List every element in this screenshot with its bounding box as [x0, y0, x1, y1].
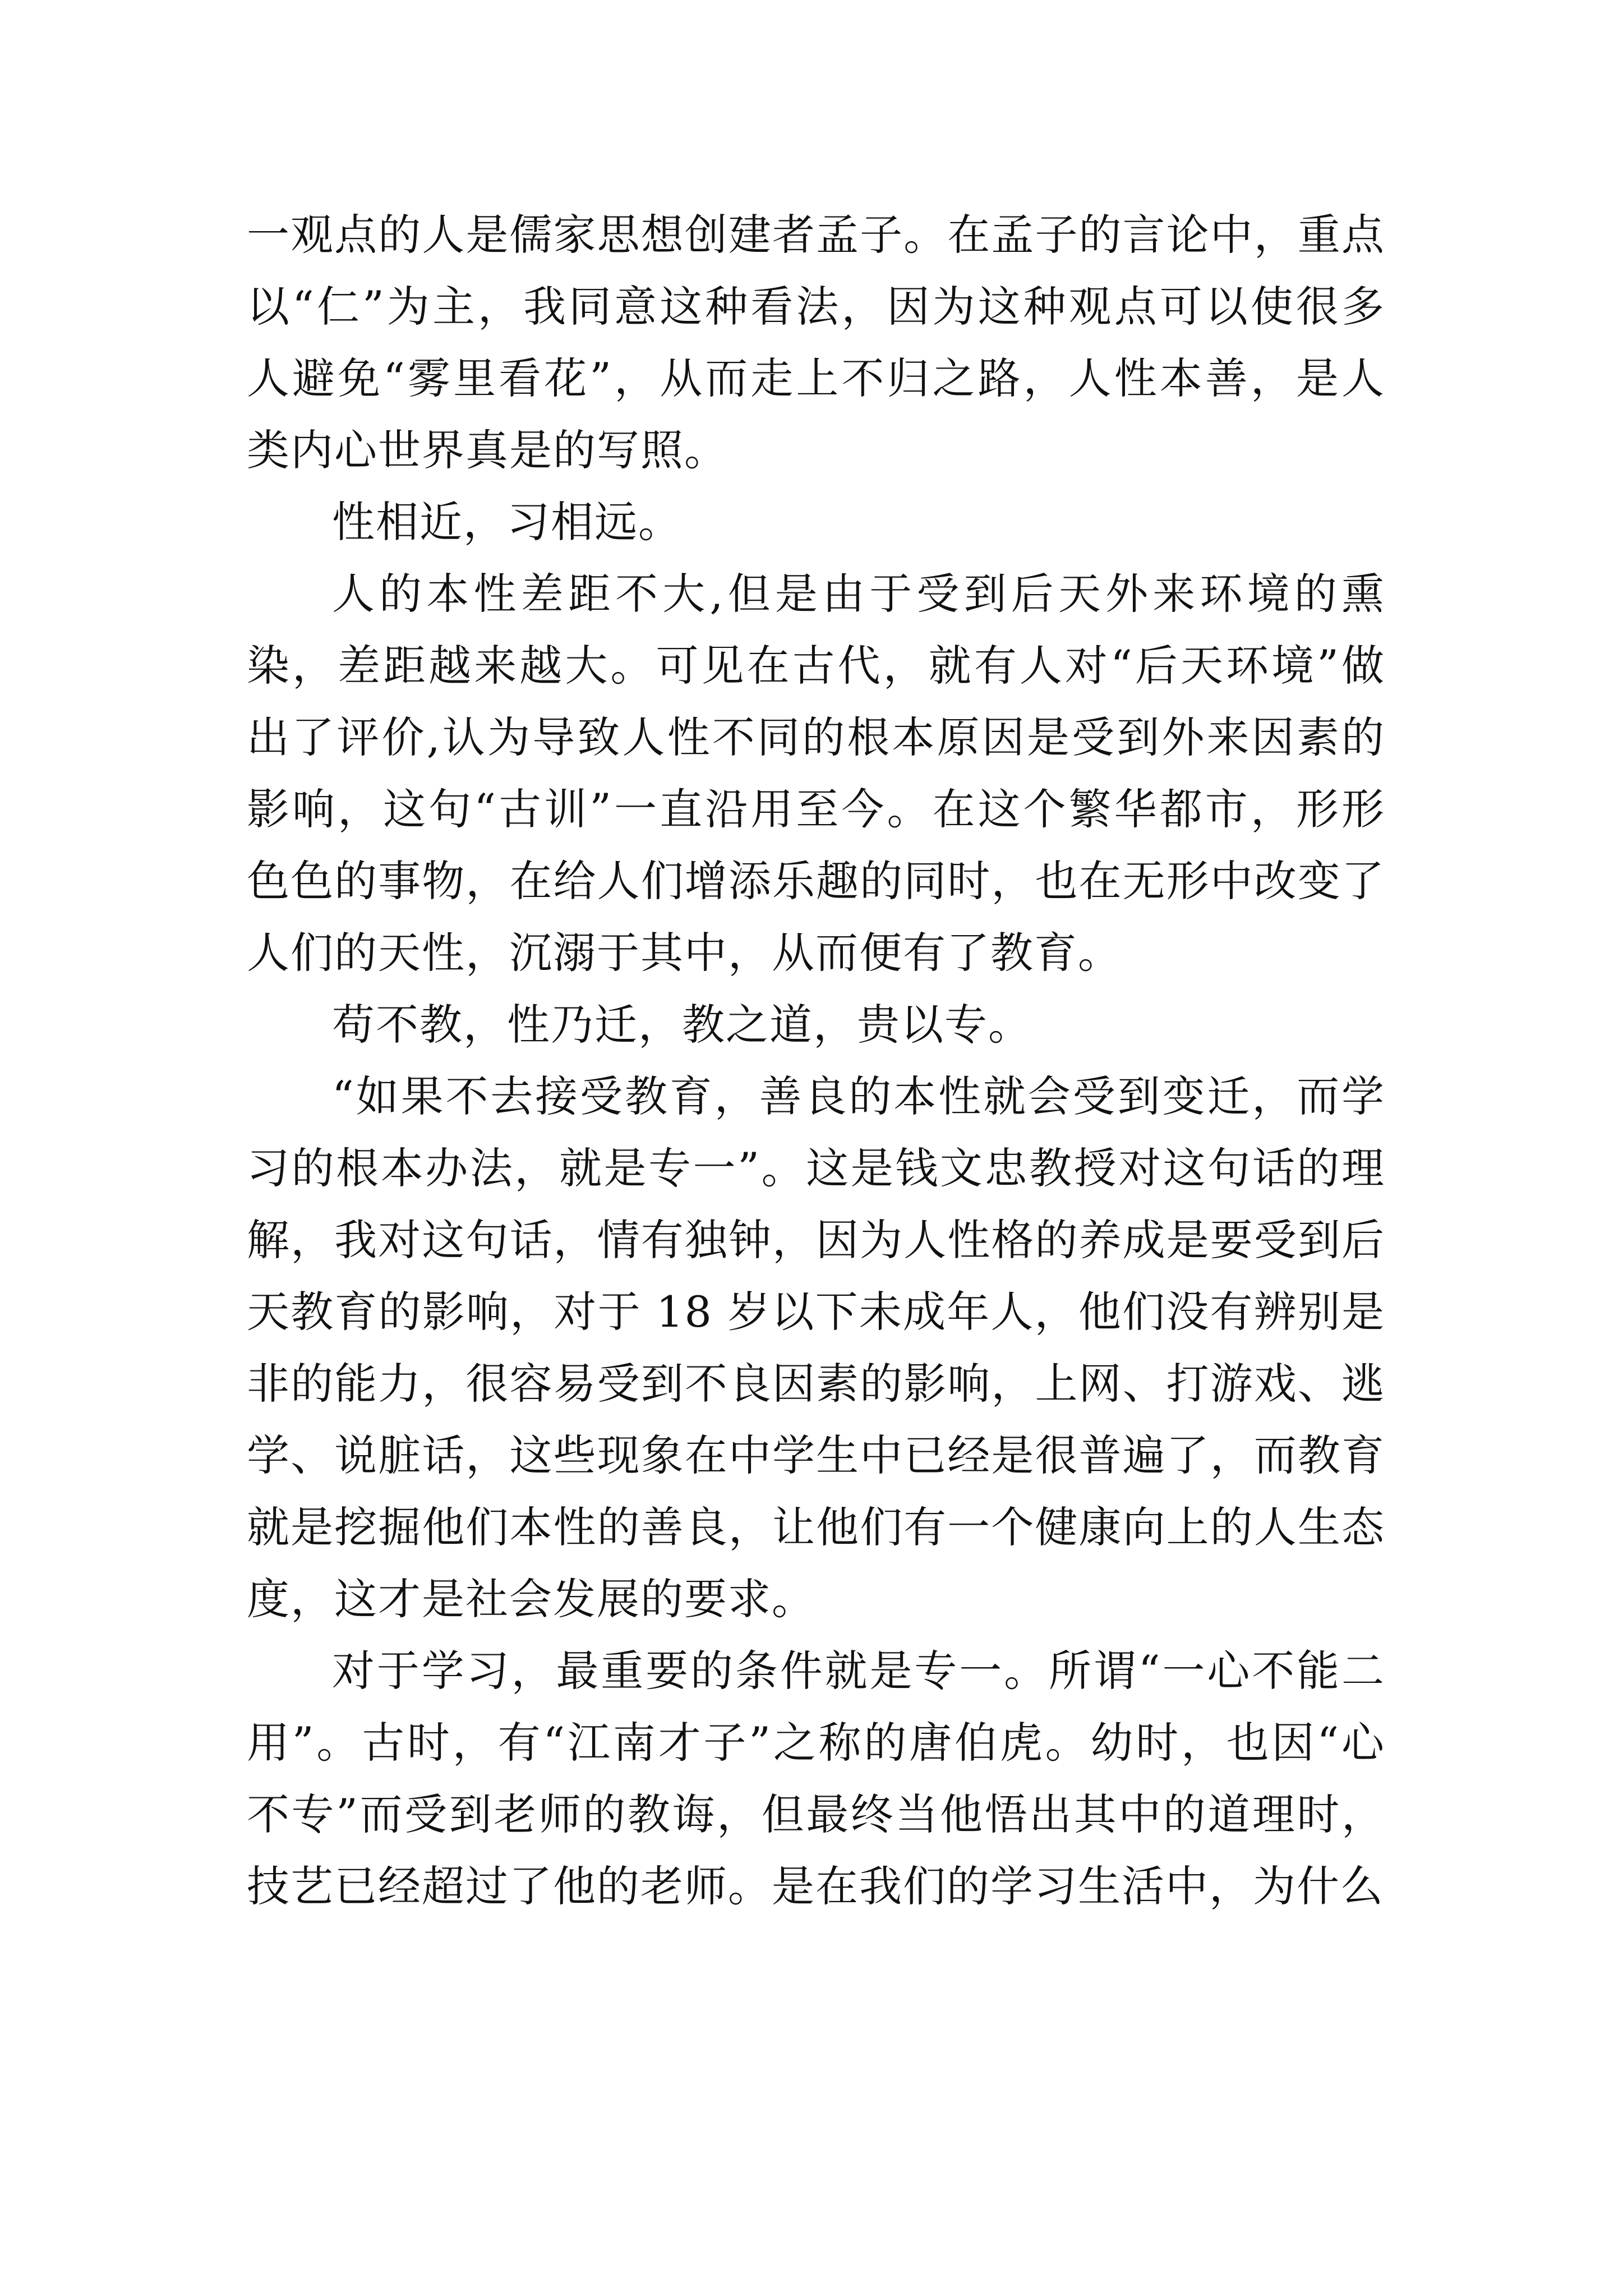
paragraph-quote-heading: 性相近，习相远。	[332, 497, 682, 547]
paragraph-continuation: 一观点的人是儒家思想创建者孟子。在孟子的言论中，重点以“仁”为主，我同意这种看法，因为这种观点可以使很多人避免“雾里看花”，从而走上不归之路，人性本善，是人类内心世界真是的写照。	[247, 210, 1385, 475]
body-text	[247, 199, 1385, 1922]
paragraph: 人的本性差距不大,但是由于受到后天外来环境的熏染，差距越来越大。可见在古代，就有人对“后天环境”做出了评价,认为导致人性不同的根本原因是受到外来因素的影响，这句“古训”一直沿用至今。在这个繁华都市，形形色色的事物，在给人们增添乐趣的同时，也在无形中改变了人们的天性，沉溺于其中，从而便有了教育。	[247, 569, 1385, 978]
paragraph: “如果不去接受教育，善良的本性就会受到变迁，而学习的根本办法，就是专一”。这是钱文忠教授对这句话的理解，我对这句话，情有独钟，因为人性格的养成是要受到后天教育的影响，对于 18 岁以下未成年人，他们没有辨别是非的能力，很容易受到不良因素的影响，上网、打游戏、逃学、说脏话，这些现象在中学生中已经是很普遍了，而教育就是挖掘他们本性的善良，让他们有一个健康向上的人生态度，这才是社会发展的要求。	[247, 1071, 1385, 1624]
paragraph-quote-heading: 苟不教，性乃迁，教之道，贵以专。	[332, 1000, 1032, 1050]
paragraph: 对于学习，最重要的条件就是专一。所谓“一心不能二用”。古时，有“江南才子”之称的唐伯虎。幼时，也因“心不专”而受到老师的教诲，但最终当他悟出其中的道理时，技艺已经超过了他的老师。是在我们的学习生活中，为什么	[247, 1646, 1385, 1911]
